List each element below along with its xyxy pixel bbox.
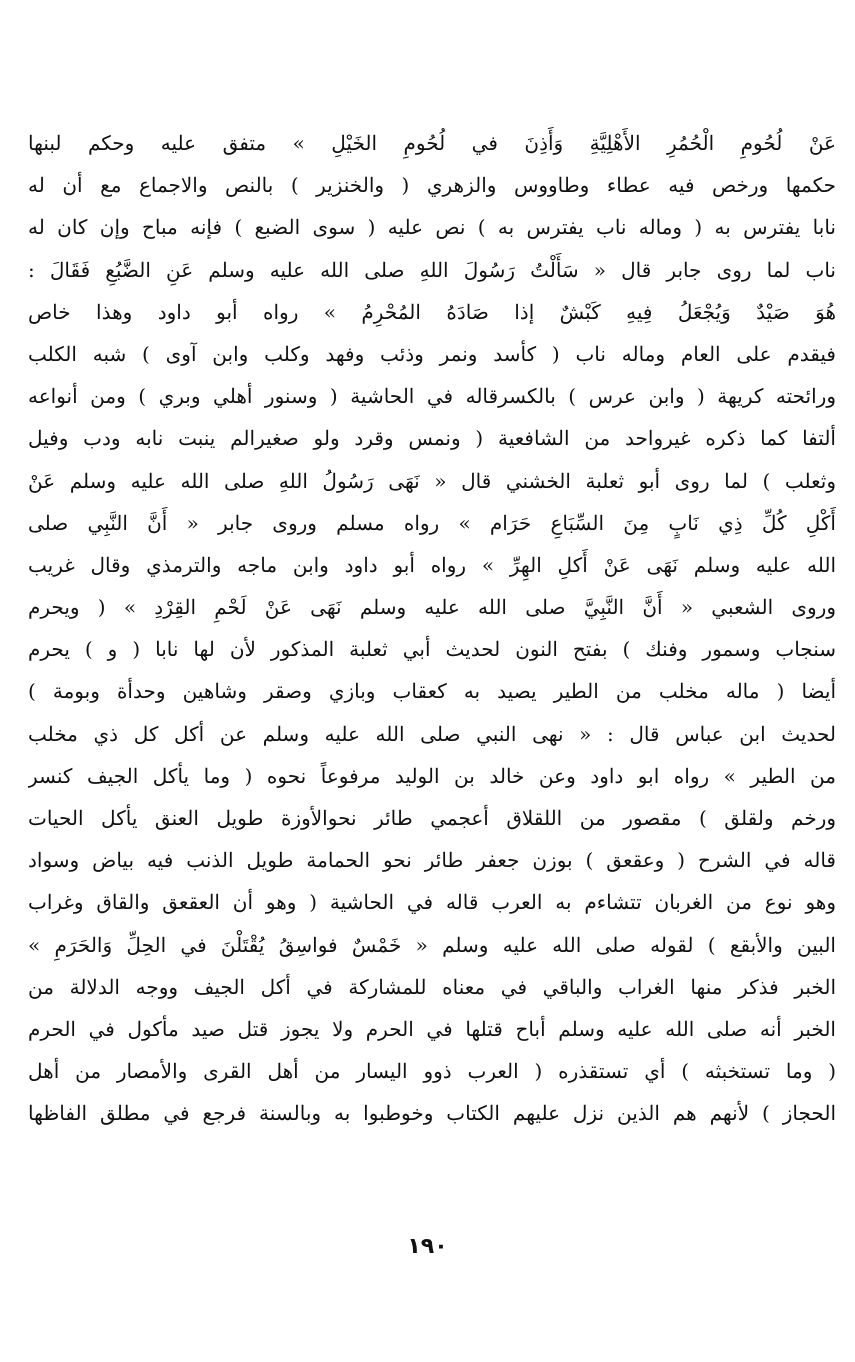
text-line: ورائحته كريهة ( وابن عرس ) بالكسرقاله في الحاشية ( وسنور أهلي وبري ) ومن أنواعه bbox=[28, 384, 836, 409]
text-line: وروى الشعبي « أَنَّ النَّبِيَّ صلى الله عليه وسلم نَهَى عَنْ لَحْمِ القِرْدِ » ( ويحرم bbox=[28, 595, 836, 620]
text-line: الحجاز ) لأنهم هم الذين نزل عليهم الكتاب وخوطبوا به وبالسنة فرجع في مطلق الفاظها bbox=[28, 1101, 836, 1126]
text-line: أيضا ( ماله مخلب من الطير يصيد به كعقاب وبازي وصقر وشاهين وحدأة وبومة ) bbox=[28, 679, 836, 704]
text-line: الله عليه وسلم نَهَى عَنْ أَكلِ الهِرِّ » رواه أبو داود وابن ماجه والترمذي وقال غريب bbox=[28, 552, 836, 577]
text-line: وثعلب ) لما روى أبو ثعلبة الخشني قال « نَهَى رَسُولُ اللهِ صلى الله عليه وسلم عَنْ bbox=[28, 468, 836, 493]
text-line: هُوَ صَيْدٌ وَيُجْعَلُ فِيهِ كَبْشٌ إذا صَادَهُ المُحْرِمُ » رواه أبو داود وهذا خاص bbox=[28, 299, 836, 324]
text-line: نابا يفترس به ( وماله ناب يفترس به ) نص عليه ( سوى الضبع ) فإنه مباح وإن كان له bbox=[28, 215, 836, 240]
body-text bbox=[28, 122, 836, 1135]
text-line: أَكْلِ كُلِّ ذِي نَابٍ مِنَ السِّبَاعِ حَرَام » رواه مسلم وروى جابر « أَنَّ النَّبِي صلى bbox=[28, 510, 836, 535]
text-line: وهو نوع من الغربان تتشاءم به العرب قاله في الحاشية ( وهو أن العقعق والقاق وغراب bbox=[28, 890, 836, 915]
page-number: ١٩٠ bbox=[407, 1234, 448, 1259]
text-line: ( وما تستخبثه ) أي تستقذره ( العرب ذوو اليسار من أهل القرى والأمصار من أهل bbox=[28, 1059, 836, 1084]
text-line: سنجاب وسمور وفنك ) بفتح النون لحديث أبي ثعلبة المذكور لأن لها نابا ( و ) يحرم bbox=[28, 637, 836, 662]
text-line: لحديث ابن عباس قال : « نهى النبي صلى الله عليه وسلم عن أكل كل ذي مخلب bbox=[28, 721, 836, 746]
text-line: قاله في الشرح ( وعقعق ) بوزن جعفر طائر نحو الحمامة طويل الذنب فيه بياض وسواد bbox=[28, 848, 836, 873]
text-line: من الطير » رواه ابو داود وعن خالد بن الوليد مرفوعاً نحوه ( وما يأكل الجيف كنسر bbox=[28, 763, 836, 788]
text-line: حكمها ورخص فيه عطاء وطاووس والزهري ( والخنزير ) بالنص والاجماع مع أن له bbox=[28, 173, 836, 198]
text-line: ناب لما روى جابر قال « سَأَلْتُ رَسُولَ اللهِ صلى الله عليه وسلم عَنِ الضَّبُعِ فَقَالَ : bbox=[28, 257, 836, 282]
text-line: ألتفا كما ذكره غيرواحد من الشافعية ( ونمس وقرد ولو صغيرالم ينبت نابه ودب وفيل bbox=[28, 426, 836, 451]
text-line: الخبر فذكر منها الغراب والباقي في معناه للمشاركة في أكل الجيف ووجه الدلالة من bbox=[28, 974, 836, 999]
text-line: البين والأبقع ) لقوله صلى الله عليه وسلم « خَمْسٌ فواسِقُ يُقْتَلْنَ في الحِلِّ وَالحَرَمِ » bbox=[28, 932, 836, 957]
text-line: الخبر أنه صلى الله عليه وسلم أباح قتلها في الحرم ولا يجوز قتل صيد مأكول في الحرم bbox=[28, 1016, 836, 1041]
text-line: ورخم ولقلق ) مقصور من اللقلاق أعجمي طائر نحوالأوزة طويل العنق يأكل الحيات bbox=[28, 806, 836, 830]
text-line: عَنْ لُحُومِ الْحُمُرِ الأَهْلِيَّةِ وَأَذِنَ في لُحُومِ الخَيْلِ » متفق عليه وحكم لبنها bbox=[28, 131, 836, 155]
text-line: فيقدم على العام وماله ناب ( كأسد ونمر وذئب وفهد وكلب وابن آوى ) شبه الكلب bbox=[28, 341, 836, 366]
